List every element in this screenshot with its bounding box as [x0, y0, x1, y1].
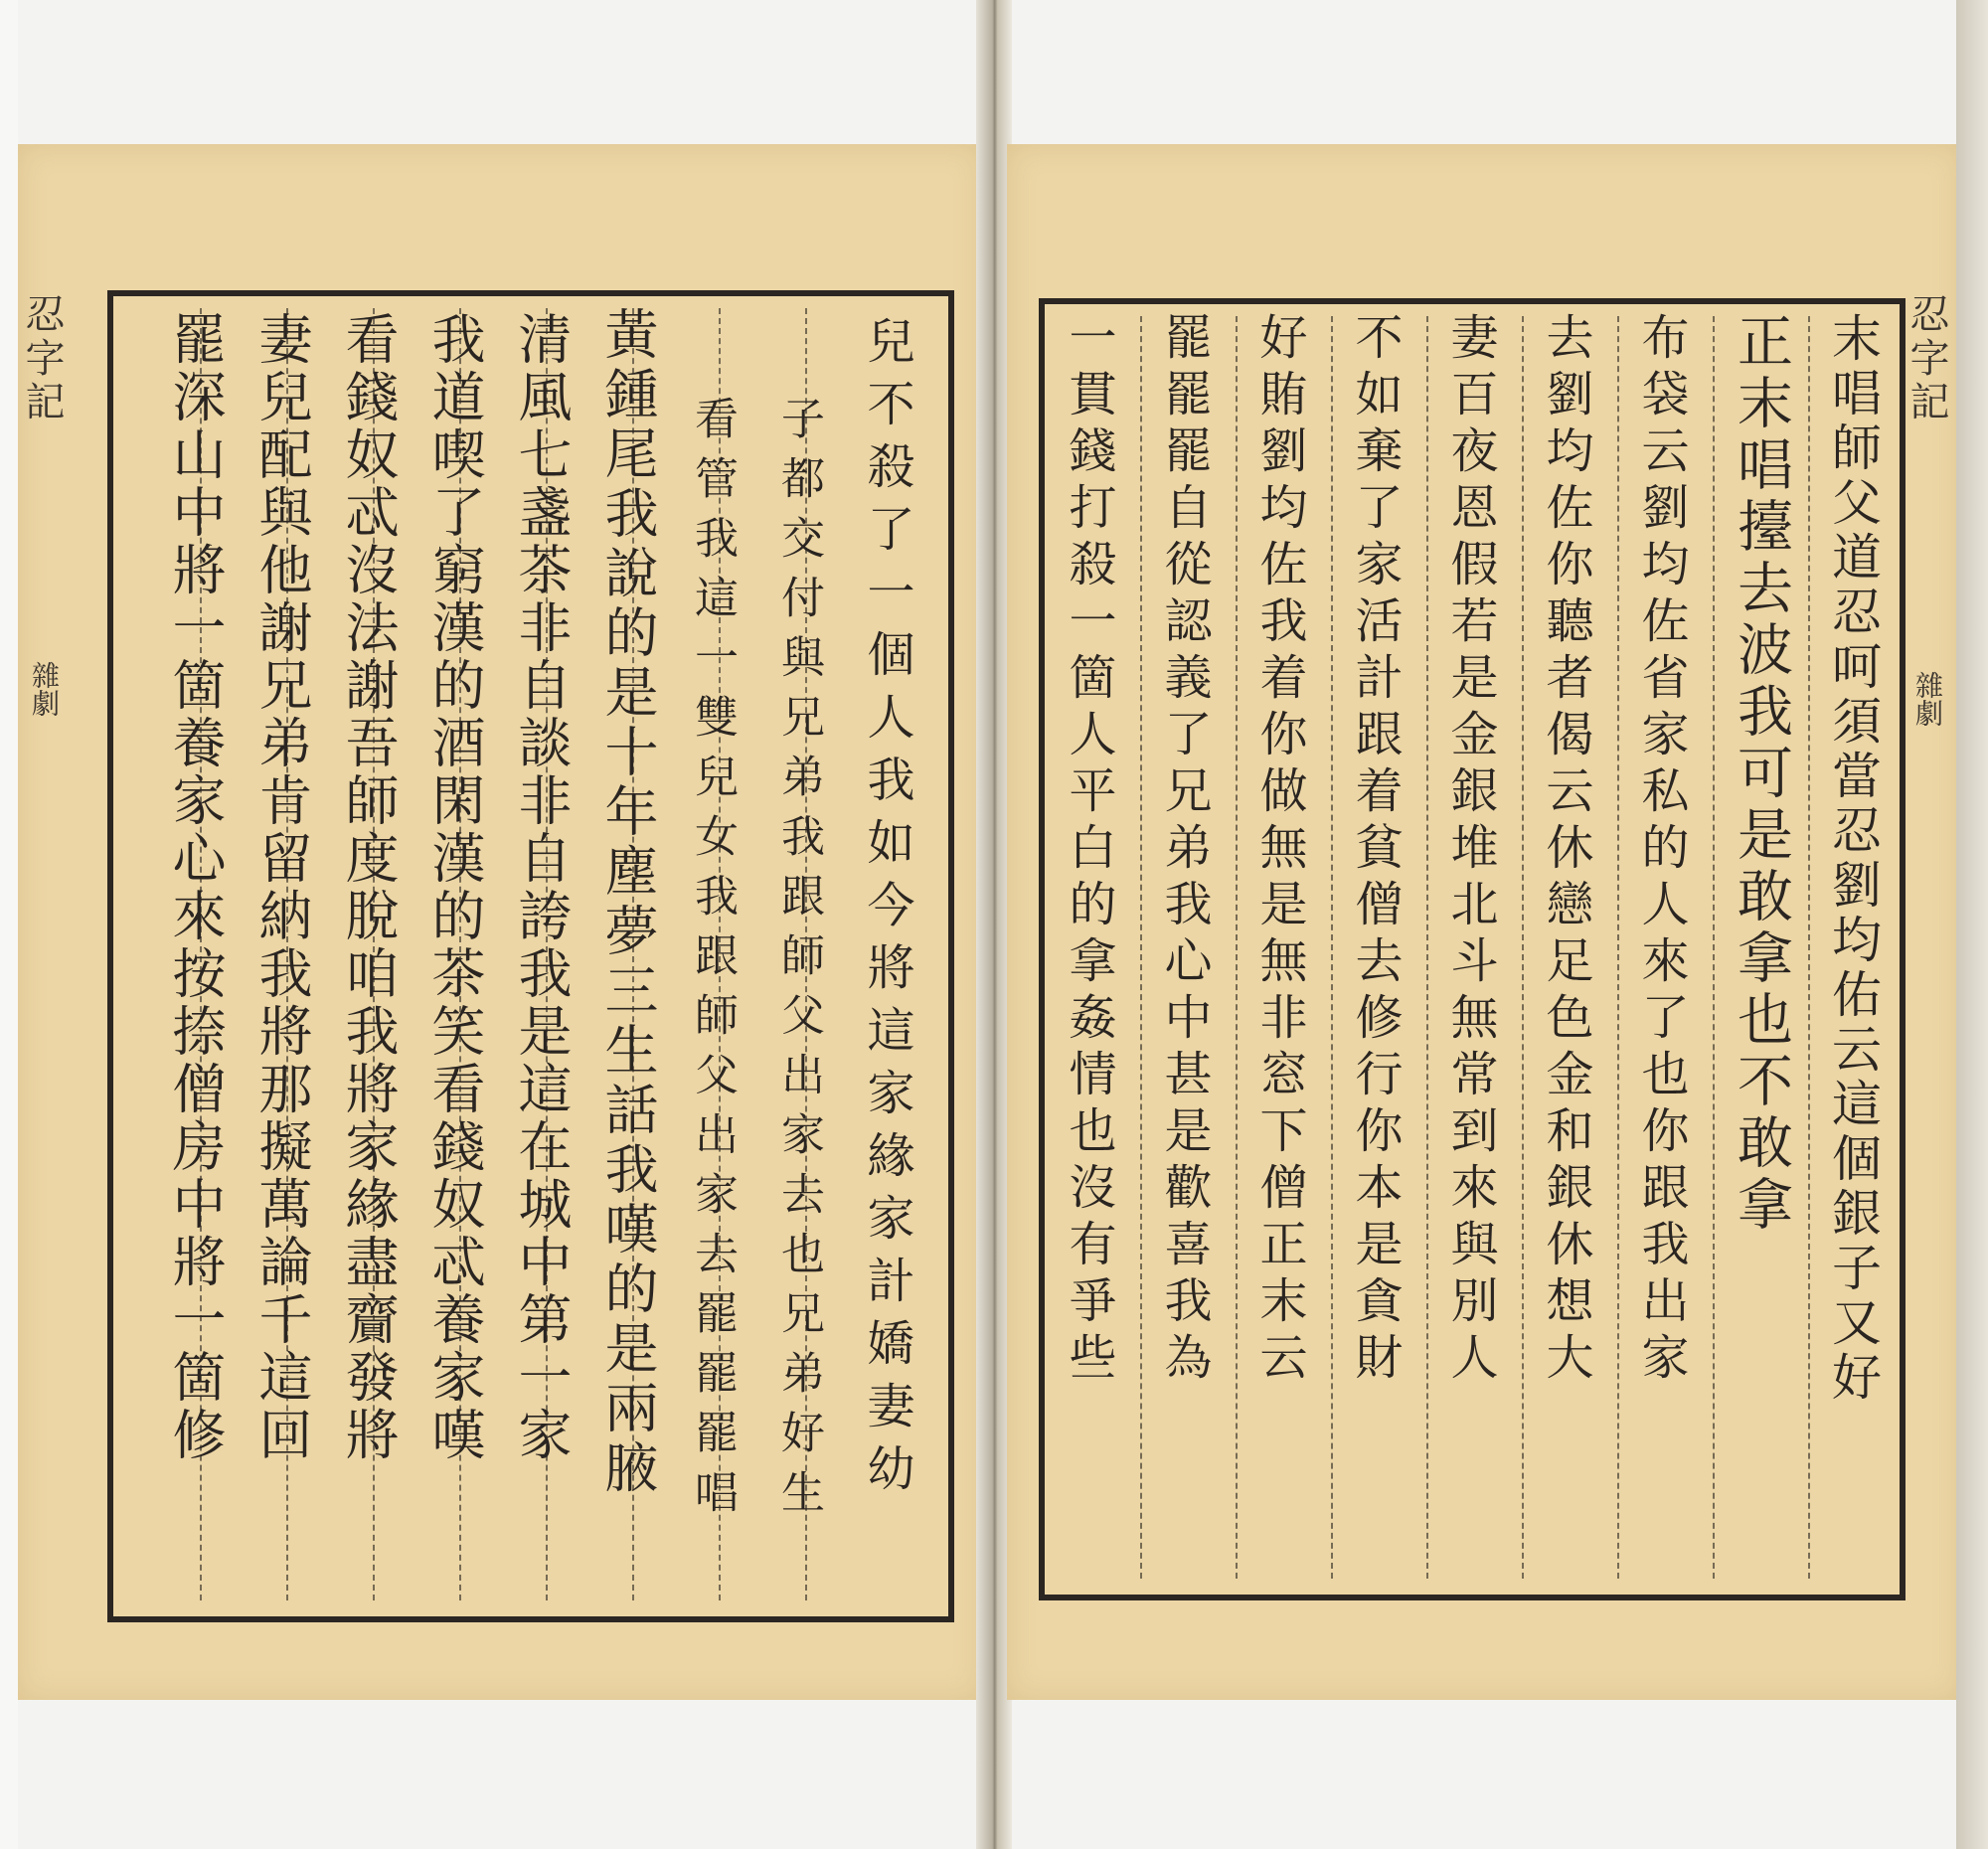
- text-column-7: 看錢奴忒沒法謝吾師度脫咱我將家緣盡齎發將: [337, 311, 400, 1464]
- text-column-6: 不如棄了家活計跟着貧僧去修行你本是貪財: [1347, 312, 1403, 1389]
- text-column-8: 妻兒配與他謝兄弟肯留納我將那擬萬論千這回: [250, 311, 313, 1464]
- text-column-9: 罷深山中將一箇養家心來按捺僧房中將一箇修: [164, 311, 227, 1464]
- right-page-margin-title: 忍字記: [1904, 293, 1949, 424]
- text-column-2: 子都交付與兄弟我跟師父出家去也兄弟好生: [773, 396, 824, 1529]
- left-page-margin-title: 忍字記: [19, 293, 65, 424]
- column-rule: [1426, 316, 1428, 1579]
- column-rule: [1140, 316, 1142, 1579]
- text-column-3: 布袋云劉均佐省家私的人來了也你跟我出家: [1633, 312, 1689, 1389]
- column-rule: [1522, 316, 1524, 1579]
- text-column-2: 正末唱擡去波我可是敢拿也不敢拿: [1729, 312, 1793, 1237]
- column-rule: [1808, 316, 1810, 1579]
- column-rule: [1331, 316, 1333, 1579]
- column-rule: [1236, 316, 1238, 1579]
- text-column-5: 妻百夜恩假若是金銀堆北斗無常到來與別人: [1442, 312, 1498, 1389]
- text-column-1: 兒不殺了一個人我如今將這家緣家計嬌妻幼: [859, 316, 914, 1506]
- text-column-1: 末唱師父道忍呵須當忍劉均佑云這個銀子又好: [1824, 312, 1882, 1406]
- text-column-9: 一貫錢打殺一箇人平白的拿姦情也沒有爭些: [1061, 312, 1116, 1389]
- page-edges: [1956, 0, 1988, 1849]
- text-column-4: 黃鍾尾我說的是十年塵夢三生話我嘆的是兩腋: [596, 306, 659, 1499]
- left-page-margin-label: 雜劇: [28, 661, 61, 717]
- text-column-4: 去劉均佐你聽者偈云休戀足色金和銀休想大: [1538, 312, 1593, 1389]
- column-rule: [1713, 316, 1715, 1579]
- text-column-5: 清風七盞茶非自談非自誇我是這在城中第一家: [510, 311, 573, 1464]
- text-column-6: 我道喫了窮漢的酒閑漢的茶笑看錢奴忒養家嘆: [423, 311, 486, 1464]
- right-text-block: [1039, 298, 1905, 1600]
- left-text-block: [107, 290, 954, 1622]
- text-column-3: 看管我這一雙兒女我跟師父出家去罷罷罷唱: [687, 396, 738, 1529]
- column-rule: [1617, 316, 1619, 1579]
- text-column-7: 好賄劉均佐我着你做無是無非窓下僧正末云: [1251, 312, 1307, 1389]
- right-page-margin-label: 雜劇: [1911, 671, 1944, 727]
- text-column-8: 罷罷罷自從認義了兄弟我心中甚是歡喜我為: [1156, 312, 1212, 1389]
